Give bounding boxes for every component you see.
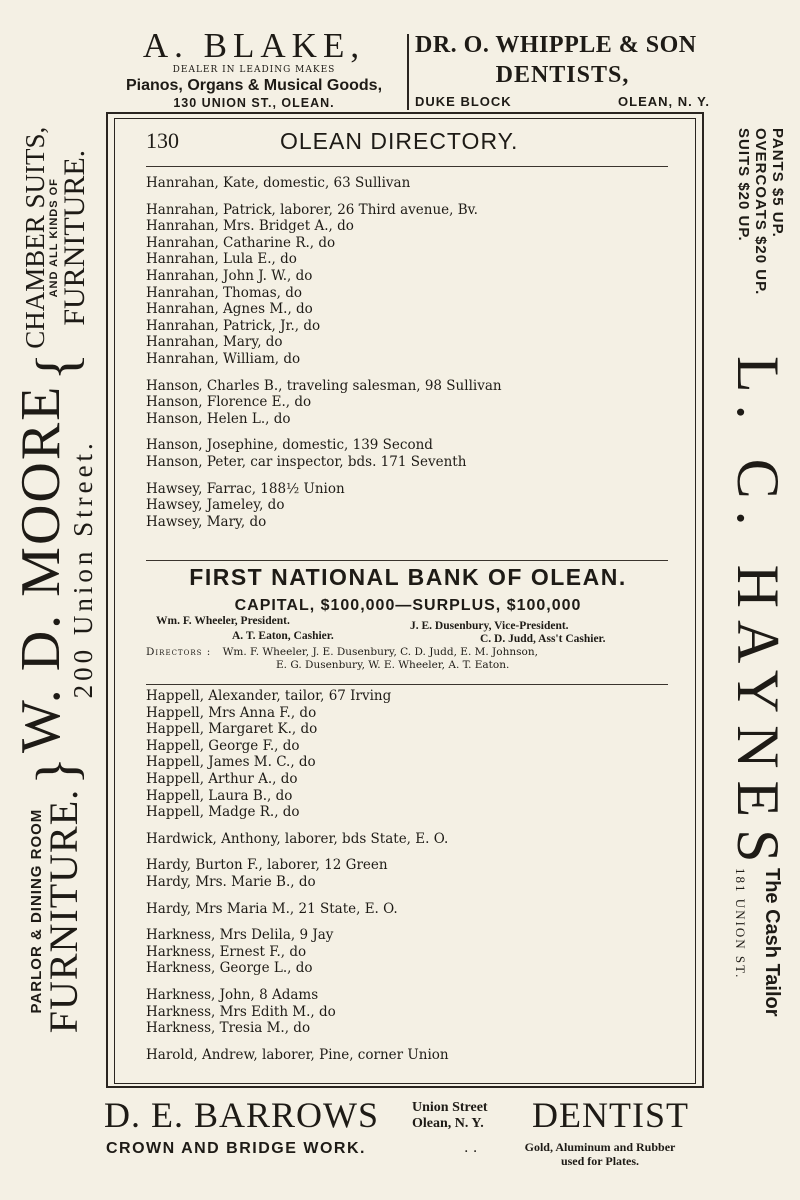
blake-advertisement [104,28,404,110]
haynes-pants: PANTS $5 UP. [769,128,786,238]
directory-entry: Harkness, Mrs Edith M., do [146,1003,336,1020]
directory-entry: Happell, Margaret K., do [146,721,318,738]
blake-goods: Pianos, Organs & Musical Goods, [125,77,383,94]
directors-line-1: Wm. F. Wheeler, J. E. Dusenbury, C. D. Judd, E. M. Johnson, [222,646,538,658]
blake-name: A. BLAKE, [142,26,366,65]
directory-entry: Hanrahan, Mary, do [146,334,283,351]
directory-entry: Hanrahan, John J. W., do [146,267,313,284]
moore-furniture: FURNITURE. [40,788,86,1034]
moore-parlor: PARLOR & DINING ROOM [27,808,45,1014]
haynes-overcoats: OVERCOATS $20 UP. [752,128,769,296]
moore-street: 200 Union Street. [68,439,98,699]
bank-rule-bottom [146,684,668,685]
moore-furniture-2: FURNITURE. [58,149,91,326]
barrows-address-line-1: Union Street [412,1100,488,1115]
directory-entries-bottom [146,688,686,1073]
barrows-plates-line-2: used for Plates. [560,1154,640,1168]
directory-entry: Happell, Arthur A., do [146,770,298,787]
barrows-advertisement [104,1094,710,1166]
entry-group [146,481,686,531]
directory-entry: Harkness, Mrs Delila, 9 Jay [146,927,334,944]
haynes-prices [735,128,786,295]
directory-entry: Happell, James M. C., do [146,754,316,771]
directory-entry: Harold, Andrew, laborer, Pine, corner Union [146,1046,449,1063]
moore-advertisement [8,80,104,1080]
top-ad-divider [407,34,409,110]
bank-officer-president: Wm. F. Wheeler, President. [156,615,290,627]
bank-name: FIRST NATIONAL BANK OF OLEAN. [189,564,627,590]
entry-group [146,831,686,848]
directory-entry: Hanrahan, William, do [146,350,301,367]
bank-officer-vice-president: J. E. Dusenbury, Vice-President. [410,620,569,632]
page-title: OLEAN DIRECTORY. [280,128,519,154]
directory-entry: Hanson, Helen L., do [146,410,291,427]
entry-group [146,987,686,1037]
directory-entry: Happell, Madge R., do [146,804,300,821]
blake-tagline: DEALER IN LEADING MAKES [172,65,336,75]
moore-all-kinds: AND ALL KINDS OF [48,178,60,298]
entry-group [146,378,686,428]
directory-entry: Hanrahan, Lula E., do [146,251,297,268]
whipple-block: DUKE BLOCK [415,94,512,109]
directory-entry: Harkness, George L., do [146,960,313,977]
directory-entry: Harkness, John, 8 Adams [146,986,319,1003]
haynes-address: 181 UNION ST. [733,868,748,980]
barrows-plates [490,1140,710,1168]
entry-group [146,175,686,192]
whipple-city: OLEAN, N. Y. [618,94,710,109]
directory-entry: Hawsey, Jameley, do [146,497,285,514]
barrows-address-line-2: Olean, N. Y. [412,1116,484,1131]
directory-entry: Hanson, Charles B., traveling salesman, 98 Sullivan [146,377,502,394]
moore-chamber-suits: CHAMBER SUITS, [20,126,50,349]
brace-left: } [23,757,89,785]
bank-rule-top [146,560,668,561]
directory-entry: Hanson, Peter, car inspector, bds. 171 Seventh [146,453,467,470]
bank-officer-cashier: A. T. Eaton, Cashier. [232,630,334,642]
haynes-tagline: The Cash Tailor [761,868,783,1017]
barrows-dots: . . [464,1140,478,1156]
bank-officer-asst-cashier: C. D. Judd, Ass't Cashier. [480,633,606,645]
directory-entry: Hanrahan, Agnes M., do [146,301,313,318]
entry-group [146,1047,686,1064]
page-number: 130 [146,128,179,153]
directory-entry: Hanrahan, Catharine R., do [146,234,336,251]
directory-entry: Hanson, Josephine, domestic, 139 Second [146,437,433,454]
directory-entry: Hawsey, Mary, do [146,513,267,530]
barrows-profession: DENTIST [532,1095,689,1135]
directory-entry: Hardy, Mrs. Marie B., do [146,873,316,890]
barrows-crown-work: CROWN AND BRIDGE WORK. [106,1140,366,1157]
barrows-name: D. E. BARROWS [104,1095,380,1135]
directory-entry: Hardy, Burton F., laborer, 12 Green [146,857,388,874]
bank-capital-line: CAPITAL, $100,000—SURPLUS, $100,000 [234,597,582,614]
moore-name: W. D. MOORE [10,384,72,753]
entry-group [146,202,686,368]
directory-entry: Harkness, Tresia M., do [146,1020,311,1037]
directory-entry: Hanrahan, Mrs. Bridget A., do [146,218,354,235]
directors-label: Directors : [146,646,212,658]
directory-entry: Hanrahan, Patrick, laborer, 26 Third avenue, Bv. [146,201,478,218]
directory-entry: Hawsey, Farrac, 188½ Union [146,480,345,497]
entry-group [146,927,686,977]
entry-group [146,688,686,821]
directory-entry: Happell, Laura B., do [146,787,293,804]
entry-group [146,437,686,470]
directory-entry: Harkness, Ernest F., do [146,943,307,960]
barrows-address [412,1100,488,1132]
brace-right: { [23,352,89,381]
directory-entry: Happell, Alexander, tailor, 67 Irving [146,688,392,704]
blake-address: 130 UNION ST., OLEAN. [173,96,335,110]
directory-entry: Hanrahan, Thomas, do [146,284,302,301]
directory-entry: Hardy, Mrs Maria M., 21 State, E. O. [146,900,398,917]
entry-group [146,857,686,890]
entry-group [146,901,686,918]
whipple-address [415,94,710,109]
directory-entry: Happell, Mrs Anna F., do [146,704,317,721]
haynes-suits: SUITS $20 UP. [735,128,752,242]
haynes-advertisement [706,120,792,1080]
directory-entries-top [146,175,686,540]
bank-directors [146,646,670,672]
whipple-advertisement [415,30,710,109]
directory-entry: Happell, George F., do [146,737,300,754]
barrows-plates-line-1: Gold, Aluminum and Rubber [524,1140,676,1154]
whipple-profession: DENTISTS, [495,62,630,88]
directory-entry: Hardwick, Anthony, laborer, bds State, E. O. [146,830,449,847]
directory-entry: Hanson, Florence E., do [146,394,312,411]
haynes-name: L. C. HAYNES [725,356,791,875]
whipple-name: DR. O. WHIPPLE & SON [415,32,697,58]
header-rule [146,166,668,167]
directory-entry: Hanrahan, Kate, domestic, 63 Sullivan [146,175,411,191]
directors-line-2: E. G. Dusenbury, W. E. Wheeler, A. T. Eaton. [276,659,510,671]
directory-entry: Hanrahan, Patrick, Jr., do [146,317,321,334]
